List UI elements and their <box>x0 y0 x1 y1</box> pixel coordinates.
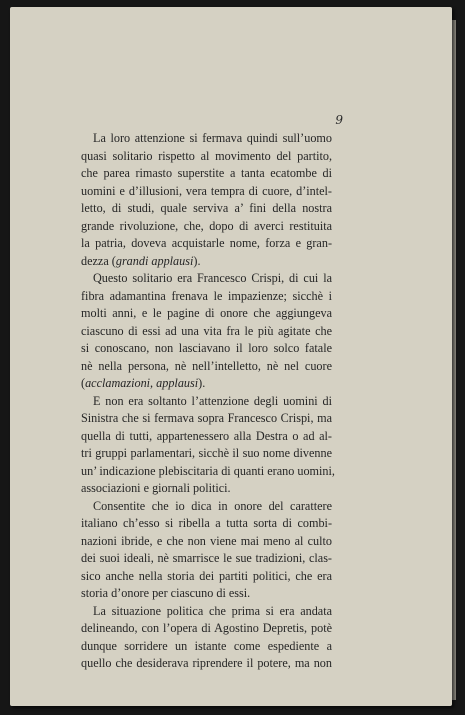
text-line <box>81 480 332 498</box>
text-run: la patria, doveva acquistarle nome, forza e gran- <box>81 236 332 250</box>
page-edge-shadow <box>452 20 456 700</box>
text-run: dunque sorridere un istante come espediente a <box>81 638 332 653</box>
text-run: dezza ( <box>81 253 116 268</box>
text-line <box>81 410 332 428</box>
text-line <box>81 393 332 411</box>
text-line <box>81 288 332 306</box>
text-line <box>81 550 332 568</box>
text-run: E non era soltanto l’attenzione degli uomini di <box>93 393 332 408</box>
text-run: ). <box>193 253 201 268</box>
text-run: quello che desiderava riprendere il potere, ma non <box>81 656 332 670</box>
text-line <box>81 200 332 218</box>
text-line <box>81 498 332 516</box>
text-run: ciascuno di essi ad una vita fra le più agitate che <box>81 323 332 338</box>
text-run: dei suoi ideali, nè smarrisce le sue tradizioni, clas- <box>81 551 332 565</box>
italic-text: acclamazioni, applausi <box>85 376 199 390</box>
text-run: tri gruppi parlamentari, sicchè il suo nome divenne <box>81 446 332 460</box>
text-run: fibra adamantina frenava le impazienze; sicchè i <box>81 288 332 303</box>
page-number: 9 <box>335 113 343 127</box>
text-run: che parea rimasto superstite a tanta ecatombe di <box>81 166 332 180</box>
text-line <box>81 515 332 533</box>
text-run: Consentite che io dica in onore del carattere <box>93 498 332 513</box>
text-run: italiano ch’esso si ribella a tutta sorta di combi- <box>81 516 332 530</box>
text-line <box>81 445 332 463</box>
text-run: si conoscano, non lasciavano il loro solco fatale <box>81 341 332 355</box>
text-run: letto, di studi, quale serviva a’ fini della nostra <box>81 201 332 215</box>
text-run: La loro attenzione si fermava quindi sull’uomo <box>93 131 332 145</box>
text-run: ). <box>198 376 206 390</box>
text-run: un’ indicazione plebiscitaria di quanti erano uomini, <box>81 463 335 478</box>
text-run: quella di tutti, appartenessero alla Destra o ad al- <box>81 428 332 443</box>
text-line <box>81 603 332 621</box>
text-line <box>81 533 332 551</box>
text-line <box>81 428 332 446</box>
text-line <box>81 305 332 323</box>
text-line <box>81 375 332 393</box>
text-line <box>81 183 332 201</box>
text-run: associazioni e giornali politici. <box>81 481 231 495</box>
text-run: Questo solitario era Francesco Crispi, di cui la <box>93 271 332 285</box>
text-run: Sinistra che si fermava sopra Francesco Crispi, ma <box>81 411 332 425</box>
text-run: delineando, con l’opera di Agostino Depretis, potè <box>81 621 332 635</box>
text-run: storia d’onore per ciascuno di essi. <box>81 586 251 600</box>
text-line <box>81 130 332 148</box>
text-run: grande rivoluzione, che, dopo di averci restituita <box>81 218 332 233</box>
body-text <box>81 130 335 673</box>
text-line <box>81 620 332 638</box>
text-line <box>81 638 332 656</box>
text-line <box>81 165 332 183</box>
text-line <box>81 235 332 253</box>
text-run: molti anni, e le pagine di onore che aggiungeva <box>81 306 332 320</box>
text-line <box>81 568 332 586</box>
text-run: La situazione politica che prima si era andata <box>93 603 332 618</box>
text-line <box>81 358 332 376</box>
text-line <box>81 218 332 236</box>
italic-text: grandi applausi <box>115 253 194 268</box>
text-line <box>81 585 332 603</box>
text-run: nè nella persona, nè nell’intelletto, nè nel cuore <box>81 358 332 373</box>
text-run: ( <box>81 376 86 390</box>
text-line <box>81 463 335 481</box>
text-line <box>81 655 332 673</box>
text-line <box>81 340 332 358</box>
text-run: nazioni ibride, e che non viene mai meno al culto <box>81 533 332 548</box>
text-line <box>81 148 332 166</box>
text-line <box>81 253 332 271</box>
text-run: uomini e d’illusioni, vera tempra di cuore, d’intel- <box>81 183 332 198</box>
text-run: sico anche nella storia dei partiti politici, che era <box>81 568 332 583</box>
text-run: quasi solitario rispetto al movimento del partito, <box>81 148 332 163</box>
text-line <box>81 270 332 288</box>
text-line <box>81 323 332 341</box>
